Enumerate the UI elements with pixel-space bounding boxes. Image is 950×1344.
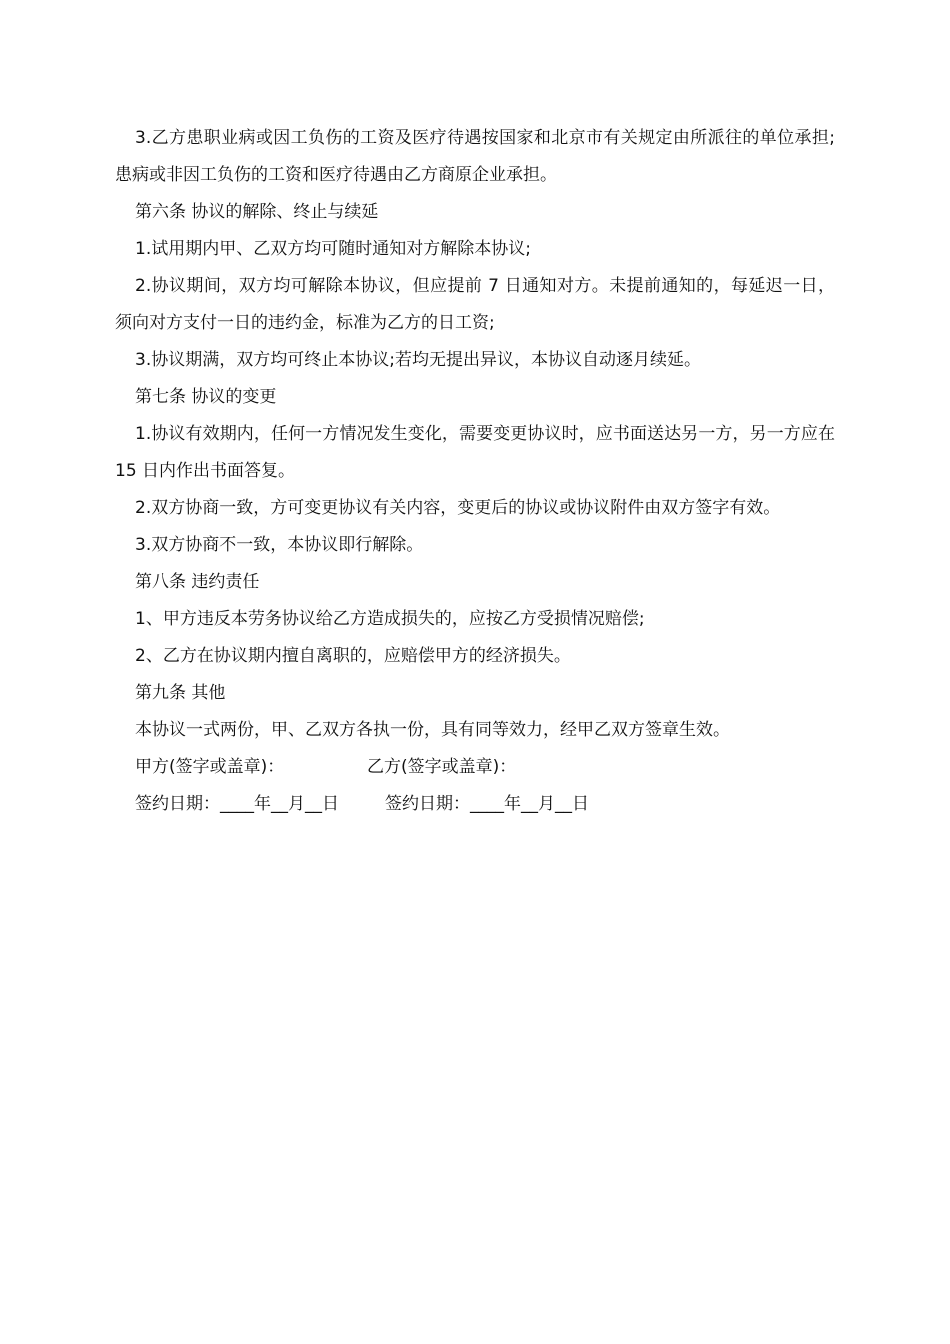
paragraph-article8-item1: 1、甲方违反本劳务协议给乙方造成损失的，应按乙方受损情况赔偿; [135,609,645,629]
heading-article8: 第八条 违约责任 [135,572,260,592]
paragraph-article6-item1: 1.试用期内甲、乙双方均可随时通知对方解除本协议; [135,239,531,259]
paragraph-article5-item3: 3.乙方患职业病或因工负伤的工资及医疗待遇按国家和北京市有关规定由所派往的单位承担;患病或非因工负伤的工资和医疗待遇由乙方商原企业承担。 [115,128,835,185]
party-a-signature-label: 甲方(签字或盖章)： [135,757,285,777]
heading-article9: 第九条 其他 [135,683,226,703]
paragraph-article8-item2: 2、乙方在协议期内擅自离职的，应赔偿甲方的经济损失。 [135,646,571,666]
paragraph-article6-item2: 2.协议期间，双方均可解除本协议，但应提前 7 日通知对方。未提前通知的，每延迟一日，须向对方支付一日的违约金，标准为乙方的日工资; [115,276,835,333]
party-a-signing-date: 签约日期：____年__月__日 [135,794,339,814]
paragraph-article9-body: 本协议一式两份，甲、乙双方各执一份，具有同等效力，经甲乙双方签章生效。 [135,720,730,740]
heading-article6: 第六条 协议的解除、终止与续延 [135,202,379,222]
party-b-signature-label: 乙方(签字或盖章)： [367,757,517,777]
document-body [115,120,835,823]
party-b-signing-date: 签约日期：____年__月__日 [385,794,589,814]
paragraph-article6-item3: 3.协议期满，双方均可终止本协议;若均无提出异议，本协议自动逐月续延。 [135,350,701,370]
signing-date-row [115,786,835,823]
paragraph-article7-item3: 3.双方协商不一致，本协议即行解除。 [135,535,424,555]
heading-article7: 第七条 协议的变更 [135,387,277,407]
paragraph-article7-item1: 1.协议有效期内，任何一方情况发生变化，需要变更协议时，应书面送达另一方，另一方应在 15 日内作出书面答复。 [115,424,835,481]
paragraph-article7-item2: 2.双方协商一致，方可变更协议有关内容，变更后的协议或协议附件由双方签字有效。 [135,498,781,518]
signature-row [115,749,835,786]
